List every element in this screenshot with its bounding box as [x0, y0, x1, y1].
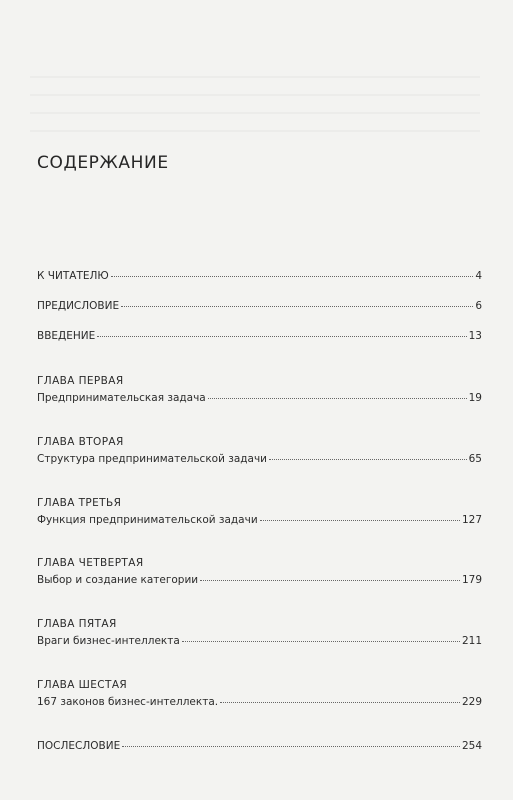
toc-entry-label: К ЧИТАТЕЛЮ [37, 270, 109, 282]
dot-leader [269, 459, 467, 460]
toc-entry-chapter-5[interactable] [37, 635, 482, 647]
toc-page-number: 6 [475, 300, 482, 312]
dot-leader [200, 580, 460, 581]
toc-entry-label: ПРЕДИСЛОВИЕ [37, 300, 120, 312]
chapter-heading: ГЛАВА ШЕСТАЯ [37, 679, 128, 691]
chapter-heading: ГЛАВА ТРЕТЬЯ [37, 497, 122, 509]
dot-leader [208, 398, 467, 399]
toc-entry-label: Предпринимательская задача [37, 392, 206, 404]
toc-page-number: 254 [461, 740, 482, 752]
page-title: СОДЕРЖАНИЕ [37, 153, 169, 173]
toc-page-number: 13 [468, 330, 482, 342]
toc-entry-label: Выбор и создание категории [37, 574, 199, 586]
dot-leader [97, 336, 466, 337]
toc-page-number: 229 [461, 696, 482, 708]
toc-entry-to-reader[interactable] [37, 270, 482, 282]
toc-page-number: 127 [461, 514, 482, 526]
chapter-heading: ГЛАВА ПЕРВАЯ [37, 375, 124, 387]
dot-leader [260, 520, 460, 521]
chapter-heading: ГЛАВА ПЯТАЯ [37, 618, 117, 630]
toc-page-number: 179 [461, 574, 482, 586]
show-through-text [30, 60, 480, 150]
dot-leader [182, 641, 460, 642]
toc-entry-introduction[interactable] [37, 330, 482, 342]
dot-leader [122, 746, 460, 747]
toc-entry-label: ПОСЛЕСЛОВИЕ [37, 740, 121, 752]
toc-entry-afterword[interactable] [37, 740, 482, 752]
toc-entry-label: Функция предпринимательской задачи [37, 514, 258, 526]
toc-entry-label: ВВЕДЕНИЕ [37, 330, 96, 342]
toc-page-number: 4 [475, 270, 482, 282]
dot-leader [220, 702, 460, 703]
chapter-heading: ГЛАВА ЧЕТВЕРТАЯ [37, 557, 144, 569]
toc-entry-label: 167 законов бизнес-интеллекта. [37, 696, 219, 708]
toc-entry-chapter-6[interactable] [37, 696, 482, 708]
toc-entry-label: Структура предпринимательской задачи [37, 453, 268, 465]
toc-page-number: 19 [468, 392, 482, 404]
toc-page-number: 65 [468, 453, 482, 465]
dot-leader [111, 276, 474, 277]
toc-entry-preface[interactable] [37, 300, 482, 312]
toc-entry-chapter-3[interactable] [37, 514, 482, 526]
chapter-heading: ГЛАВА ВТОРАЯ [37, 436, 124, 448]
toc-page-number: 211 [461, 635, 482, 647]
toc-entry-chapter-1[interactable] [37, 392, 482, 404]
dot-leader [121, 306, 473, 307]
toc-entry-chapter-2[interactable] [37, 453, 482, 465]
toc-entry-chapter-4[interactable] [37, 574, 482, 586]
toc-entry-label: Враги бизнес-интеллекта [37, 635, 180, 647]
